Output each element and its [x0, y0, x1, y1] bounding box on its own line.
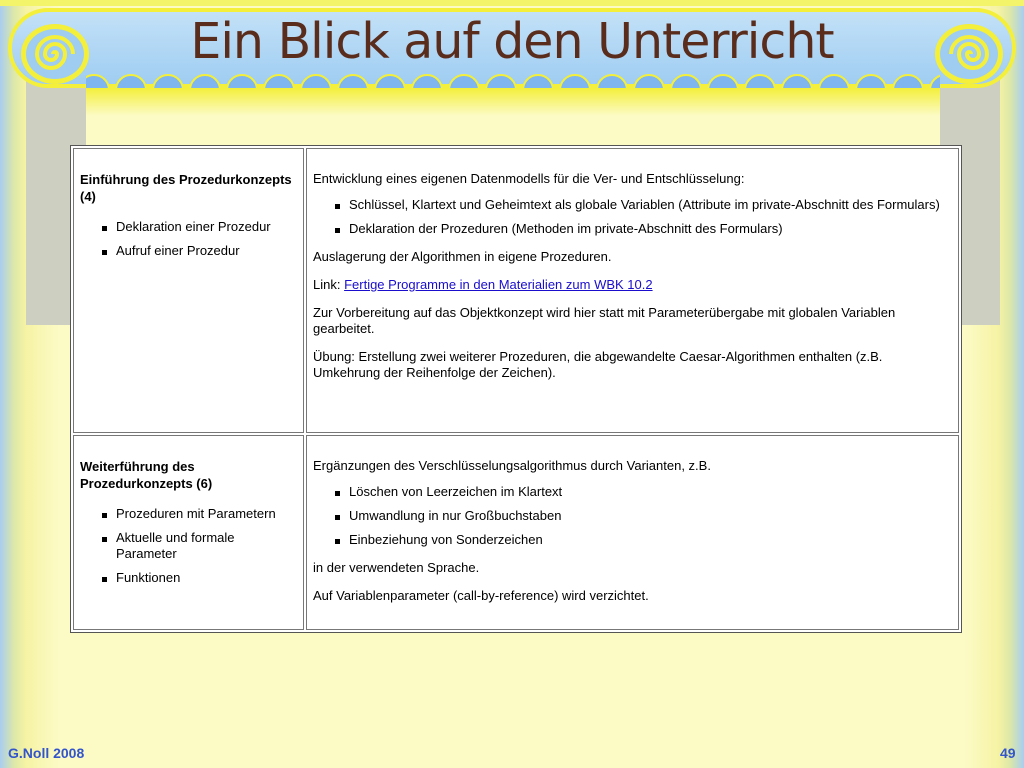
topic-list [80, 219, 297, 259]
list-item: Funktionen [102, 570, 297, 586]
link-paragraph [313, 277, 952, 293]
list-item: Deklaration einer Prozedur [102, 219, 297, 235]
top-band [0, 0, 1024, 6]
left-cell [73, 148, 304, 433]
link-prefix: Link: [313, 277, 345, 292]
table-row [73, 435, 959, 630]
materials-link[interactable]: Fertige Programme in den Materialien zum WBK 10.2 [344, 277, 653, 292]
list-item: Aktuelle und formale Parameter [102, 530, 297, 562]
detail-list [313, 484, 952, 548]
right-cell [306, 435, 959, 630]
list-item: Umwandlung in nur Großbuchstaben [335, 508, 952, 524]
paragraph: Auf Variablenparameter (call-by-reference) wird verzichtet. [313, 588, 649, 603]
list-item: Einbeziehung von Sonderzeichen [335, 532, 952, 548]
list-item: Schlüssel, Klartext und Geheimtext als globale Variablen (Attribute im private-Abschnitt des Formulars) [335, 197, 952, 213]
paragraph: Übung: Erstellung zwei weiterer Prozeduren, die abgewandelte Caesar-Algorithmen enthalten (z.B. Umkehrung der Reihenfolge der Zeichen). [313, 349, 883, 380]
paragraph: in der verwendeten Sprache. [313, 560, 480, 575]
page-number: 49 [1000, 745, 1016, 761]
paragraph: Auslagerung der Algorithmen in eigene Prozeduren. [313, 249, 612, 264]
list-item: Aufruf einer Prozedur [102, 243, 297, 259]
list-item: Deklaration der Prozeduren (Methoden im private-Abschnitt des Formulars) [335, 221, 952, 237]
detail-list [313, 197, 952, 237]
content-table [71, 146, 961, 632]
left-cell [73, 435, 304, 630]
banner-underlay [86, 88, 940, 116]
paragraph: Ergänzungen des Verschlüsselungsalgorithmus durch Varianten, z.B. [313, 458, 711, 473]
section-title: Weiterführung des Prozedurkonzepts (6) [80, 459, 213, 491]
right-cell [306, 148, 959, 433]
paragraph: Zur Vorbereitung auf das Objektkonzept wird hier statt mit Parameterübergabe mit globalen Variablen gearbeitet. [313, 305, 896, 336]
topic-list [80, 506, 297, 586]
section-title: Einführung des Prozedurkonzepts (4) [80, 172, 292, 204]
list-item: Prozeduren mit Parametern [102, 506, 297, 522]
table-row [73, 148, 959, 433]
list-item: Löschen von Leerzeichen im Klartext [335, 484, 952, 500]
content-table-frame [70, 145, 962, 633]
paragraph: Entwicklung eines eigenen Datenmodells für die Ver- und Entschlüsselung: [313, 171, 745, 186]
footer-author: G.Noll 2008 [8, 745, 85, 761]
slide-title: Ein Blick auf den Unterricht [190, 13, 834, 70]
